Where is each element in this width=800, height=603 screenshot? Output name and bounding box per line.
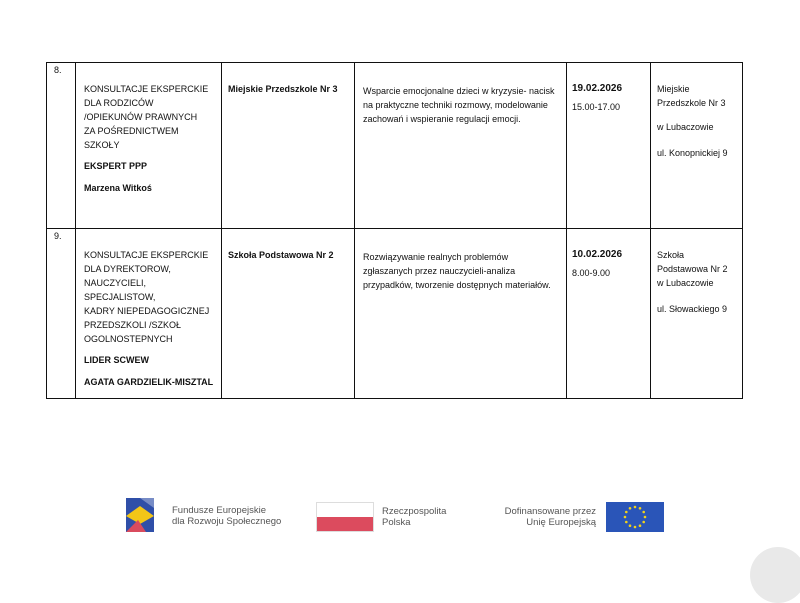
description-cell: Wsparcie emocjonalne dzieci w kryzysie- nacisk na praktyczne techniki rozmowy, modelowanie zachowań i wspieranie regulacji emocji. (355, 63, 567, 229)
topic-line: KONSULTACJE EKSPERCKIE (84, 84, 209, 94)
role-label: LIDER SCWEW (84, 354, 149, 365)
place-line: w Lubaczowie (657, 121, 714, 132)
place-line: w Lubaczowie (657, 277, 714, 288)
topic-cell (76, 229, 222, 399)
republic-poland-line: Rzeczpospolita (382, 506, 447, 517)
place-line: Miejskie (657, 84, 690, 94)
person-name: Marzena Witkoś (84, 182, 152, 193)
republic-poland-text (382, 506, 446, 529)
republic-poland-line: Polska (382, 517, 411, 529)
table-row (47, 63, 743, 229)
date-cell (567, 63, 651, 229)
topic-line: KONSULTACJE EKSPERCKIE (84, 250, 209, 260)
topic-line: DLA DYREKTOROW, (84, 263, 171, 274)
eu-funding-line: Unię Europejską (526, 517, 596, 529)
european-funds-line: Fundusze Europejskie (172, 505, 266, 516)
date-value: 10.02.2026 (572, 249, 623, 260)
person-name: AGATA GARDZIELIK-MISZTAL (84, 376, 214, 387)
role-label: EKSPERT PPP (84, 160, 148, 171)
topic-line: PRZEDSZKOLI /SZKOŁ (84, 319, 182, 330)
description-cell: Rozwiązywanie realnych problemów zgłaszanych przez nauczycieli-analiza przypadków, tworzenie dostępnych materiałów. (355, 229, 567, 399)
eu-flag-icon (606, 502, 664, 532)
topic-line: OGOLNOSTEPNYCH (84, 333, 173, 344)
topic-line: /OPIEKUNÓW PRAWNYCH (84, 111, 198, 122)
institution-cell: Szkoła Podstawowa Nr 2 (222, 229, 355, 399)
date-value: 19.02.2026 (572, 83, 623, 94)
eu-funding-text (486, 506, 596, 529)
european-funds-logo-icon (120, 494, 160, 536)
place-line: ul. Konopnickiej 9 (657, 147, 728, 158)
row-number: 9. (47, 229, 76, 399)
date-cell (567, 229, 651, 399)
schedule-table (46, 62, 743, 399)
topic-cell (76, 63, 222, 229)
place-line: Szkoła (657, 250, 685, 260)
place-cell (651, 63, 743, 229)
topic-line: SZKOŁY (84, 139, 120, 150)
table-row (47, 229, 743, 399)
place-line: Podstawowa Nr 2 (657, 263, 728, 274)
institution-cell: Miejskie Przedszkole Nr 3 (222, 63, 355, 229)
row-number: 8. (47, 63, 76, 229)
time-value: 15.00-17.00 (572, 101, 621, 112)
funding-footer (120, 494, 680, 536)
place-line: ul. Słowackiego 9 (657, 303, 728, 314)
page-corner-decoration (750, 547, 800, 603)
topic-line: NAUCZYCIELI, SPECJALISTOW, (84, 277, 156, 302)
place-cell (651, 229, 743, 399)
european-funds-line: dla Rozwoju Społecznego (172, 516, 282, 528)
european-funds-text (172, 505, 281, 528)
poland-flag-icon (316, 502, 374, 532)
time-value: 8.00-9.00 (572, 267, 611, 278)
topic-line: ZA POŚREDNICTWEM (84, 125, 179, 136)
place-line: Przedszkole Nr 3 (657, 97, 726, 108)
eu-funding-line: Dofinansowane przez (504, 506, 596, 517)
topic-line: DLA RODZICÓW (84, 97, 154, 108)
topic-line: KADRY NIEPEDAGOGICZNEJ (84, 305, 210, 316)
